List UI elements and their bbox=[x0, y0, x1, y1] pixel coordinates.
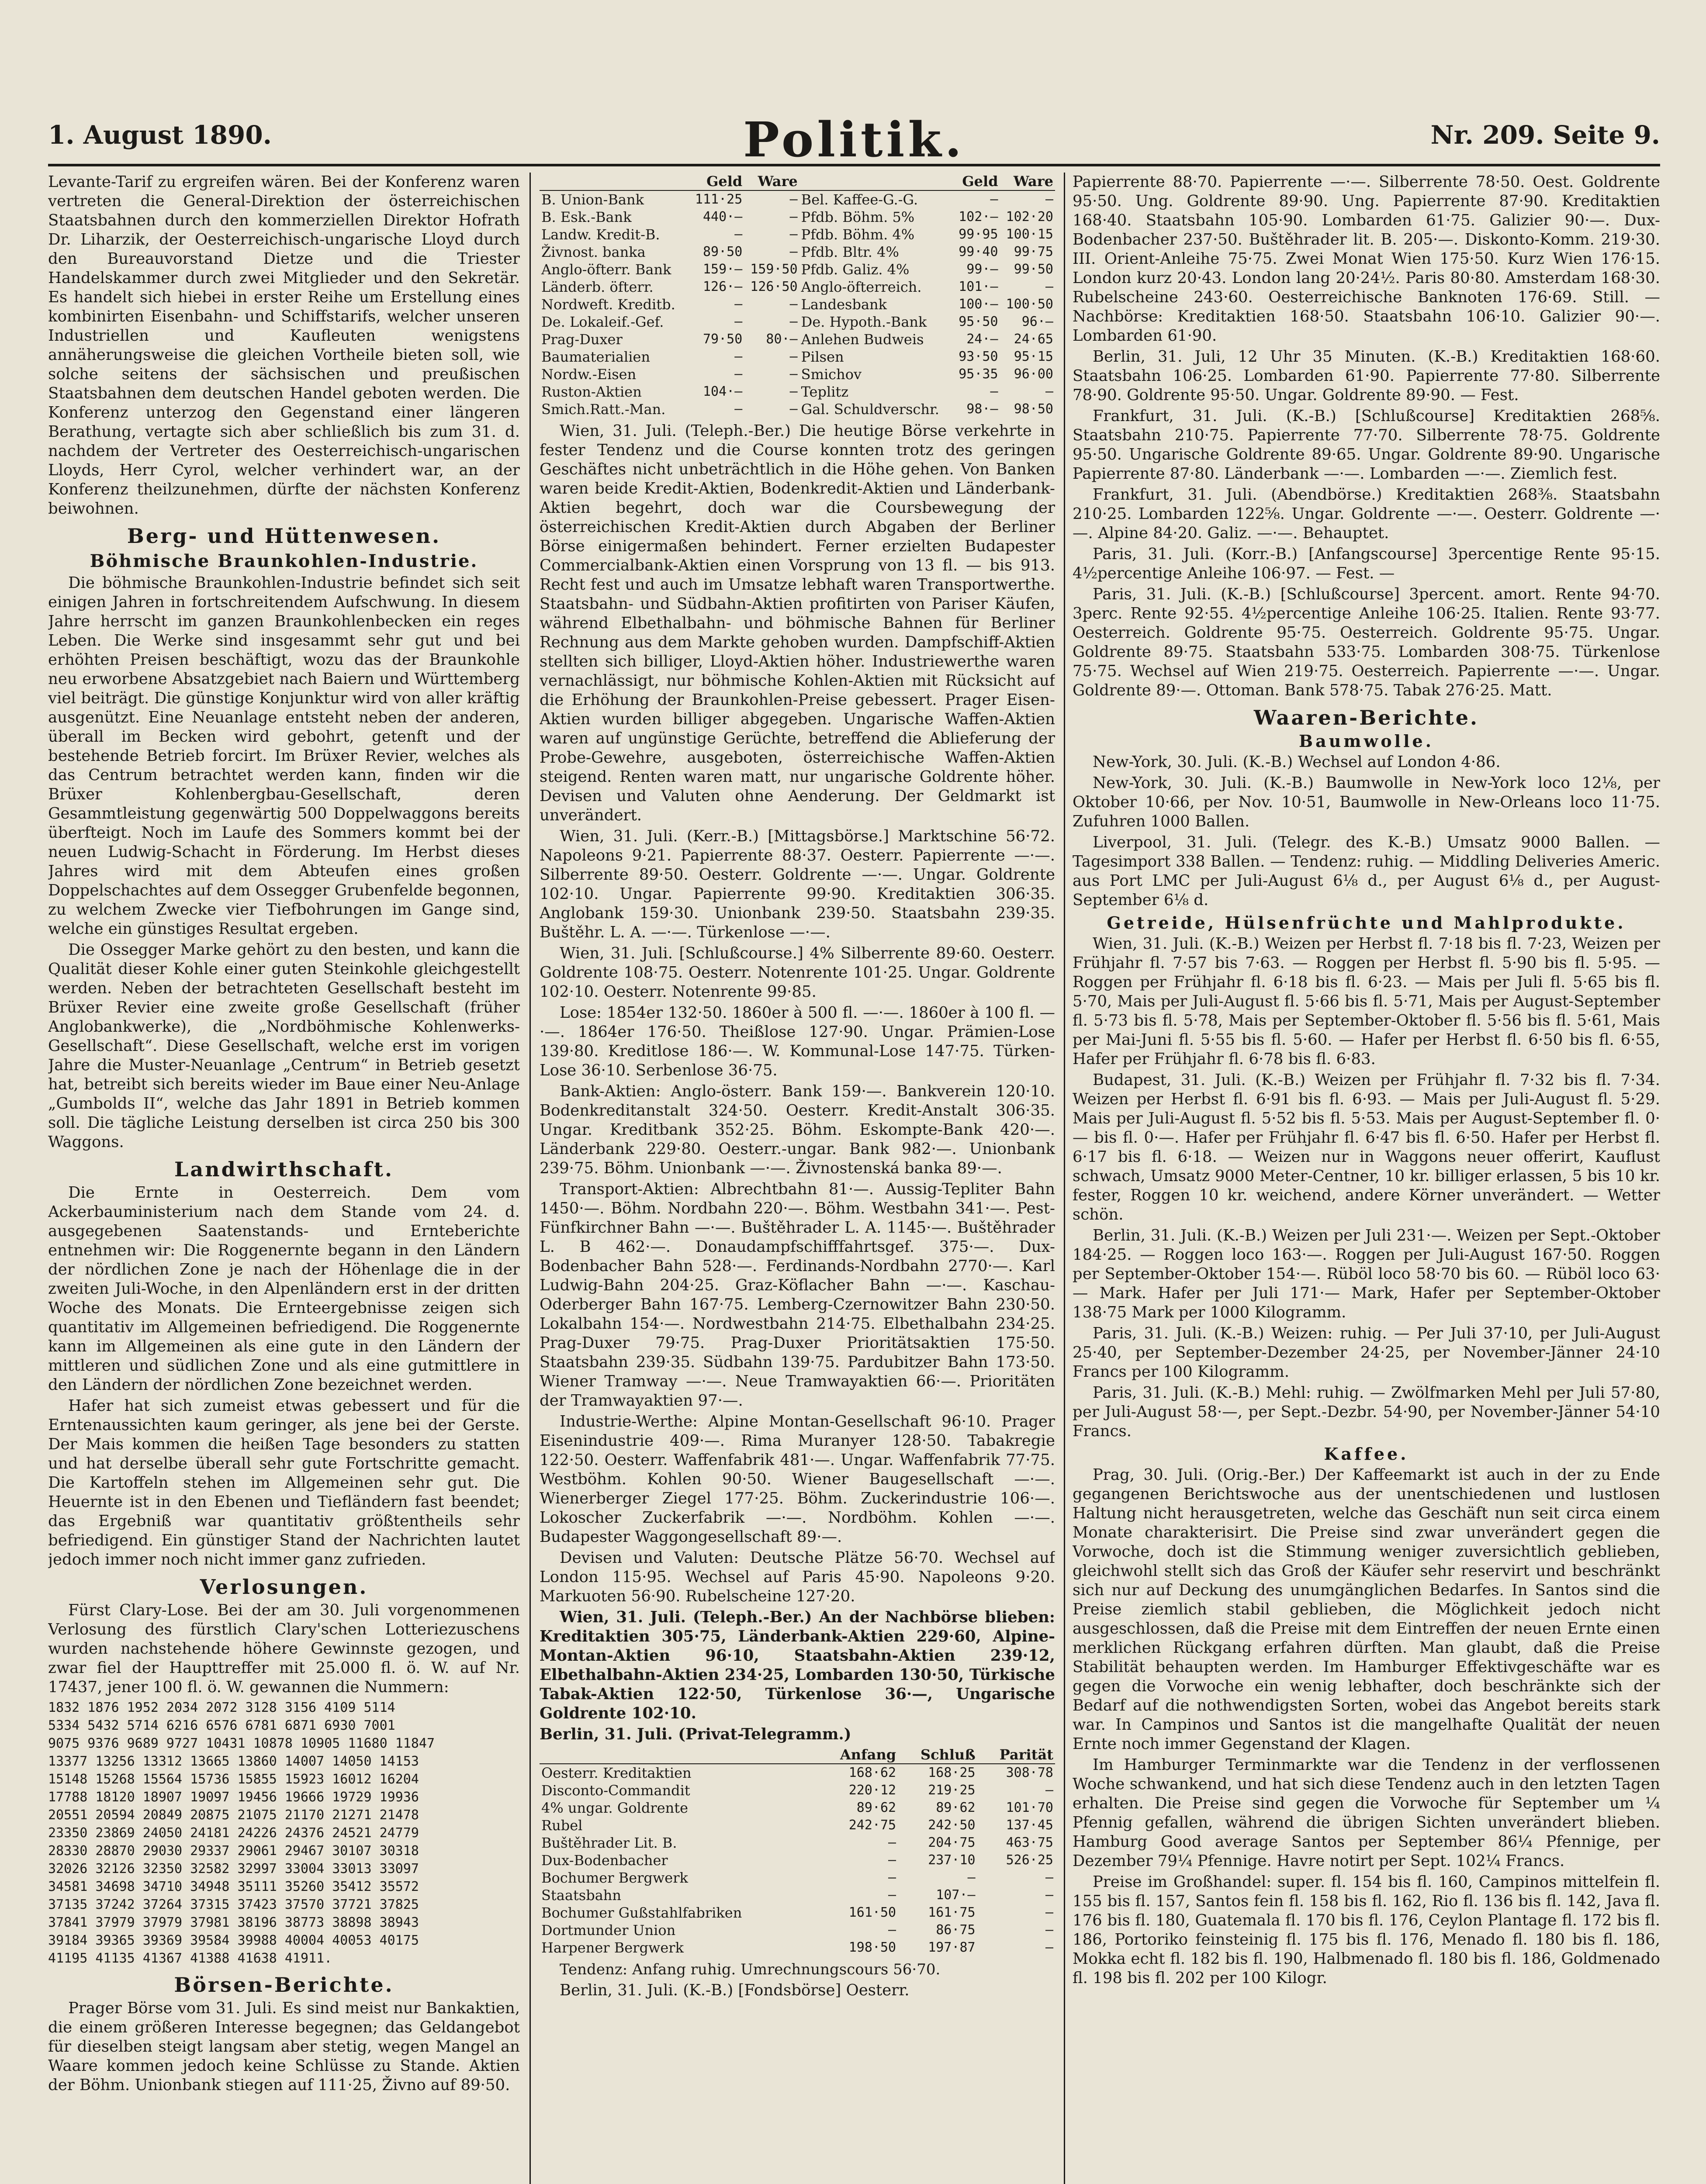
table-row bbox=[540, 190, 1055, 208]
column-rule bbox=[1064, 173, 1065, 2184]
quote-value: 161·75 bbox=[928, 1905, 976, 1920]
quote-value: — bbox=[789, 227, 798, 242]
table-header-cell: Schluß bbox=[898, 1746, 977, 1764]
security-name: De. Hypoth.-Bank bbox=[801, 314, 927, 330]
security-name: Rubel bbox=[541, 1817, 583, 1834]
article-text: New-York, 30. Juli. (K.-B.) Baumwolle in New-York loco 12⅛, per Oktober 10·66, per Nov. 10·51, Baumwolle in New-Orleans loco 11·75. Zufuhren 1000 Ballen. bbox=[1073, 774, 1660, 830]
table-header-cell: Ware bbox=[1000, 173, 1055, 190]
quote-value: 95·15 bbox=[1014, 349, 1053, 364]
page-header bbox=[48, 111, 1660, 166]
quote-value: 242·50 bbox=[928, 1818, 976, 1833]
article-text: Hafer hat sich zumeist etwas gebessert und für die Erntenaussichten kaum geringer, als jene bei der Gerste. Der Mais kommen die heißen Tage besonders zu statten und hat derselbe überall sehr gute Fortschritte gemacht. Die Kartoffeln stehen im Allgemeinen sehr gut. Die Heuernte ist in den Ebenen und Tiefländern fast beendet; das Ergebniß war quantitativ größtentheils sehr befriedigend. Ein günstiger Stand der Nachrichten lautet jedoch immer noch nicht immer ganz zufrieden. bbox=[48, 1397, 520, 1569]
quote-value: 100·15 bbox=[1006, 227, 1053, 242]
quote-value: 219·25 bbox=[928, 1783, 976, 1798]
quote-value: 161·50 bbox=[848, 1905, 896, 1920]
quote-value: — bbox=[888, 1870, 896, 1885]
article-text: Transport-Aktien: Albrechtbahn 81·—. Aussig-Tepliter Bahn 1450·—. Böhm. Nordbahn 220·—. Böhm. Westbahn 341·—. Pest-Fünfkirchner Bahn —·—. Buštěhrader L. A. 1145·—. Buštěhrader L. B 462·—. Donaudampfschifffahrtsgef. 375·—. Dux-Bodenbacher Bahn 528·—. Ferdinands-Nordbahn 2770·—. Karl Ludwig-Bahn 204·25. Graz-Köflacher Bahn —·—. Kaschau-Oderberger Bahn 167·75. Lemberg-Czernowitzer Bahn 230·50. Lokalbahn 154·—. Nordwestbahn 214·75. Elbethalbahn 234·25. Prag-Duxer 79·75. Prag-Duxer Prioritätsaktien 175·50. Staatsbahn 239·35. Südbahn 139·75. Pardubitzer Bahn 173·50. Wiener Tramway —·—. Neue Tramwayaktien 66·—. Prioritäten der Tramwayaktien 97·—. bbox=[540, 1180, 1055, 1410]
security-name: Baumaterialien bbox=[541, 349, 651, 365]
quote-value: 126·— bbox=[702, 279, 743, 294]
quote-value: — bbox=[888, 1835, 896, 1850]
prague-quotes-table bbox=[540, 173, 1055, 418]
quote-value: — bbox=[789, 384, 798, 399]
section-heading: Börsen-Berichte. bbox=[174, 1973, 394, 1997]
article-text: Wien, 31. Juli. [Schlußcourse.] 4% Silberrente 89·60. Oesterr. Goldrente 108·75. Oesterr. Notenrente 101·25. Ungar. Goldrente 102·10. Oesterr. Notenrente 99·85. bbox=[540, 944, 1055, 1001]
article-text: Industrie-Werthe: Alpine Montan-Gesellschaft 96·10. Prager Eisenindustrie 409·—. Rima Muranyer 128·50. Tabakregie 122·50. Oesterr. Waffenfabrik 481·—. Ungar. Waffenfabrik 77·75. Westböhm. Kohlen 90·50. Wiener Baugesellschaft —·—. Wienerberger Ziegel 177·25. Böhm. Zuckerindustrie 106·—. Lokoscher Zuckerfabrik —·—. Nordböhm. Kohlen —·—. Budapester Waggongesellschaft 89·—. bbox=[540, 1413, 1055, 1546]
number-row: 15148 15268 15564 15736 15855 15923 16012 16204 bbox=[48, 1772, 419, 1787]
article-text: Wien, 31. Juli. (Teleph.-Ber.) An der Nachbörse blieben: Kreditaktien 305·75, Länderbank-Aktien 229·60, Alpine-Montan-Aktien 96·10, Staatsbahn-Aktien 239·12, Elbethalbahn-Aktien 234·25, Lombarden 130·50, Türkische Tabak-Aktien 122·50, Türkenlose 36·—, Ungarische Goldrente 102·10. bbox=[540, 1608, 1055, 1722]
table-row bbox=[540, 383, 1055, 401]
security-name: Bochumer Bergwerk bbox=[541, 1870, 688, 1886]
quote-value: 220·12 bbox=[848, 1783, 896, 1798]
article-text: Wien, 31. Juli. (K.-B.) Weizen per Herbst fl. 7·18 bis fl. 7·23, Weizen per Frühjahr fl. 7·57 bis 7·63. — Roggen per Herbst fl. 5·90 bis fl. 5·95. — Roggen per Frühjahr fl. 6·18 bis fl. 6·23. — Mais per Juli fl. 5·65 bis fl. 5·70, Mais per Juli-August fl. 5·66 bis fl. 5·71, Mais per August-September fl. 5·73 bis fl. 5·78, Mais per September-Oktober fl. 5·56 bis fl. 5·61, Mais per Mai-Juni fl. 5·55 bis fl. 5·60. — Hafer per Herbst fl. 6·50 bis fl. 6·55, Hafer per Frühjahr fl. 6·78 bis fl. 6·83. bbox=[1073, 935, 1660, 1068]
article-text: Fürst Clary-Lose. Bei der am 30. Juli vorgenommenen Verlosung des fürstlich Clary'schen Lotteriezuschens wurden nachstehende höhere Gewinnste gezogen, und zwar fiel der Haupttreffer mit 25.000 fl. ö. W. auf Nr. 17437, jener 100 fl. ö. W. gewannen die Nummern: bbox=[48, 1601, 520, 1696]
quote-value: 95·50 bbox=[959, 314, 998, 329]
quote-value: — bbox=[789, 366, 798, 382]
quote-value: 197·87 bbox=[928, 1940, 976, 1955]
quote-value: 111·25 bbox=[695, 192, 743, 207]
quote-value: 440·— bbox=[702, 209, 743, 225]
table-header-cell: Ware bbox=[744, 173, 799, 190]
article-text: Bank-Aktien: Anglo-österr. Bank 159·—. Bankverein 120·10. Bodenkreditanstalt 324·50. Oesterr. Kredit-Anstalt 306·35. Ungar. Kreditbank 352·25. Böhm. Eskompte-Bank 420·—. Länderbank 229·80. Oesterr.-ungar. Bank 982·—. Unionbank 239·75. Böhm. Unionbank —·—. Živnostenská banka 89·—. bbox=[540, 1082, 1055, 1177]
quote-value: 237·10 bbox=[928, 1852, 976, 1868]
subsection-heading: Berlin, 31. Juli. (Privat-Telegramm.) bbox=[540, 1725, 851, 1743]
quote-value: — bbox=[789, 192, 798, 207]
quote-value: 126·50 bbox=[750, 279, 798, 294]
quote-value: — bbox=[789, 244, 798, 259]
quote-value: 526·25 bbox=[1006, 1852, 1053, 1868]
table-header-cell: Geld bbox=[953, 173, 1000, 190]
quote-value: — bbox=[1045, 1922, 1053, 1938]
article-text: Preise im Großhandel: super. fl. 154 bis fl. 160, Campinos mittelfein fl. 155 bis fl. 157, Santos fein fl. 158 bis fl. 162, Rio fl. 136 bis fl. 142, Java fl. 176 bis fl. 180, Guatemala fl. 170 bis fl. 176, Ceylon Plantage fl. 172 bis fl. 186, Portoriko feinsteinig fl. 175 bis fl. 176, Menado fl. 180 bis fl. 186, Mokka echt fl. 182 bis fl. 190, Halbmenado fl. 180 bis fl. 186, Goldmenado fl. 198 bis fl. 202 per 100 Kilogr. bbox=[1073, 1873, 1660, 1987]
subsection-heading: Getreide, Hülsenfrüchte und Mahlprodukte. bbox=[1107, 913, 1626, 933]
quote-value: — bbox=[734, 297, 743, 312]
quote-value: 100·50 bbox=[1006, 297, 1053, 312]
quote-value: 168·25 bbox=[928, 1765, 976, 1780]
quote-value: — bbox=[734, 401, 743, 417]
article-text: Liverpool, 31. Juli. (Telegr. des K.-B.) Umsatz 9000 Ballen. — Tagesimport 338 Ballen. — Tendenz: ruhig. — Middling Deliveries Americ. aus Port LMC per Juli-August 6⅛ d., per August 6⅛ d., per August-September 6⅛ d. bbox=[1073, 833, 1660, 909]
quote-value: 86·75 bbox=[936, 1922, 976, 1938]
subsection-heading: Böhmische Braunkohlen-Industrie. bbox=[90, 551, 478, 571]
quote-value: 99·— bbox=[966, 262, 998, 277]
section-heading: Waaren-Berichte. bbox=[1253, 706, 1479, 729]
quote-value: 308·78 bbox=[1006, 1765, 1053, 1780]
quote-value: 242·75 bbox=[848, 1818, 896, 1833]
security-name: Ruston-Aktien bbox=[541, 384, 642, 400]
table-row bbox=[540, 1887, 1055, 1904]
security-name: Pilsen bbox=[801, 349, 844, 365]
security-name: Harpener Bergwerk bbox=[541, 1939, 684, 1956]
quote-value: 137·45 bbox=[1006, 1818, 1053, 1833]
quote-value: — bbox=[1045, 1905, 1053, 1920]
quote-value: — bbox=[888, 1852, 896, 1868]
quote-value: 204·75 bbox=[928, 1835, 976, 1850]
security-name: Staatsbahn bbox=[541, 1887, 621, 1904]
quote-value: 93·50 bbox=[959, 349, 998, 364]
table-row bbox=[540, 1817, 1055, 1834]
article-text: Devisen und Valuten: Deutsche Plätze 56·70. Wechsel auf London 115·95. Wechsel auf Paris 45·90. Napoleons 9·20. Markuoten 56·90. Rubelscheine 127·20. bbox=[540, 1549, 1055, 1605]
quote-value: 80·— bbox=[766, 332, 798, 347]
article-text: Berlin, 31. Juli. (K.-B.) [Fondsbörse] Oesterr. bbox=[560, 1981, 910, 1999]
security-name: Länderb. öfterr. bbox=[541, 279, 654, 295]
security-name: Landw. Kredit-B. bbox=[541, 226, 660, 243]
security-name: Smichov bbox=[801, 366, 862, 383]
security-name: Živnost. banka bbox=[541, 244, 646, 260]
table-row bbox=[540, 1764, 1055, 1782]
quote-value: 24·65 bbox=[1014, 332, 1053, 347]
table-row bbox=[540, 1834, 1055, 1852]
quote-value: — bbox=[789, 401, 798, 417]
security-name: Bel. Kaffee-G.-G. bbox=[801, 191, 918, 208]
table-header-cell bbox=[540, 1746, 817, 1764]
quote-value: — bbox=[734, 349, 743, 364]
quote-value: 89·50 bbox=[702, 244, 743, 259]
table-row bbox=[540, 1904, 1055, 1921]
quote-value: 99·50 bbox=[1014, 262, 1053, 277]
security-name: Bochumer Gußstahlfabriken bbox=[541, 1904, 742, 1921]
quote-value: 104·— bbox=[702, 384, 743, 399]
berlin-quotes-table bbox=[540, 1746, 1055, 1956]
quote-value: 96·00 bbox=[1014, 366, 1053, 382]
article-text: Wien, 31. Juli. (Teleph.-Ber.) Die heutige Börse verkehrte in fester Tendenz und die Course konnten trotz des geringen Geschäftes nicht unbeträchtlich in die Höhe gehen. Von Banken waren beide Kredit-Aktien, Bodenkredit-Aktien und Länderbank-Aktien begehrt, doch war die Coursbewegung der österreichischen Kredit-Aktien durch Abgaben der Berliner Börse einigermaßen behindert. Ferner erzielten Budapester Commercialbank-Aktien einen Vorsprung von 13 fl. — bis 913. Recht fest und auch im Umsatze lebhaft waren Transportwerthe. Staatsbahn- und Südbahn-Aktien profitirten von Pariser Käufen, während Elbethalbahn- und böhmische Bahnen für Berliner Rechnung aus dem Markte gehoben wurden. Dampfschiff-Aktien stellten sich billiger, Lloyd-Aktien höher. Industriewerthe waren vernachlässigt, nur böhmische Kohlen-Aktien mit Rücksicht auf die Erhöhung der Braunkohlen-Preise gebessert. Prager Eisen-Aktien wurden billiger abgegeben. Ungarische Waffen-Aktien waren auf ungünstige Gerüchte, betreffend die Ablieferung der Probe-Gewehre, ausgeboten, österreichische Waffen-Aktien steigend. Renten waren matt, nur ungarische Goldrente höher. Devisen und Valuten ohne Aenderung. Der Geldmarkt ist unverändert. bbox=[540, 422, 1055, 824]
article-text: Im Hamburger Terminmarkte war die Tendenz in der verflossenen Woche schwankend, und hat sich diese Tendenz auch in den letzten Tagen erhalten. Die Preise sind gegen die Vorwoche für September um ¼ Pfennig gefallen, während die übrigen Sichten unverändert blieben. Hamburg Good average Santos per September 86¼ Pfennige, per Dezember 79¼ Pfennige. Havre notirt per Sept. 102¼ Francs. bbox=[1073, 1756, 1660, 1870]
table-row bbox=[540, 331, 1055, 348]
article-text: Die Ernte in Oesterreich. Dem vom Ackerbauministerium nach dem Stande vom 24. d. ausgegebenen Saatenstands- und Ernteberichte entnehmen wir: Die Roggenernte begann in den Ländern der nördlichen Zone je nach der Höhenlage die in der zweiten Juli-Woche, in den Alpenländern erst in der dritten Woche des Monats. Die Ernteergebnisse zeigen sich quantitativ im Allgemeinen befriedigend. Die Roggenernte kann im Allgemeinen als eine gute in den Ländern der mittleren und südlichen Zone und als eine gutmittlere in den Ländern der nördlichen Zone bezeichnet werden. bbox=[48, 1184, 520, 1394]
security-name: Prag-Duxer bbox=[541, 331, 623, 348]
article-text: Budapest, 31. Juli. (K.-B.) Weizen per Frühjahr fl. 7·32 bis fl. 7·34. Weizen per Herbst fl. 6·91 bis fl. 6·93. — Mais per Juli-August fl. 5·29. Mais per Juli-August fl. 5·52 bis fl. 5·53. Mais per August-September fl. 0·— bis fl. 0·—. Hafer per Frühjahr fl. 6·47 bis fl. 6·50. Hafer per Herbst fl. 6·17 bis fl. 6·18. — Weizen nur in Waggons neuer offerirt, Kauflust schwach, Umsatz 9000 Meter-Centner, 10 kr. billiger erlassen, 5 bis 10 kr. fester, Roggen 10 kr. weichend, andere Körner unverändert. — Wetter schön. bbox=[1073, 1071, 1660, 1223]
quote-value: 100·— bbox=[959, 297, 998, 312]
security-name: Anglo-öfterr. Bank bbox=[541, 261, 671, 278]
article-text: Frankfurt, 31. Juli. (K.-B.) [Schlußcourse] Kreditaktien 268⅝. Staatsbahn 210·75. Papierrente 77·70. Silberrente 78·75. Goldrente 95·50. Ungarische Goldrente 89·65. Ungar. Goldrente 89·90. Ungarische Papierrente 87·80. Länderbank —·—. Lombarden —·—. Ziemlich fest. bbox=[1073, 407, 1660, 483]
article-text: Paris, 31. Juli. (K.-B.) Weizen: ruhig. — Per Juli 37·10, per Juli-August 25·40, per September-Dezember 24·25, per November-Jänner 24·10 Francs per 100 Kilogramm. bbox=[1073, 1324, 1660, 1381]
quote-value: 99·95 bbox=[959, 227, 998, 242]
quote-value: 96·— bbox=[1021, 314, 1053, 329]
article-text: New-York, 30. Juli. (K.-B.) Wechsel auf London 4·86. bbox=[1093, 753, 1501, 771]
article-text: Levante-Tarif zu ergreifen wären. Bei der Konferenz waren vertreten die General-Direktion der österreichischen Staatsbahnen durch den kommerziellen Direktor Hofrath Dr. Liharzik, der Oesterreichisch-ungarische Lloyd durch den Bureauvorstand Dietze und die Triester Handelskammer durch zwei Mitglieder und den Sekretär. Es handelt sich hiebei in erster Reihe um Erstellung eines kombinirten Eisenbahn- und Schiffstarifs, welcher unseren Industriellen und Kaufleuten wenigstens annäherungsweise die gleichen Vortheile bieten soll, wie solche seitens der sächsischen und preußischen Staatsbahnen dem deutschen Handel geboten werden. Die Konferenz unterzog den Gegenstand einer längeren Berathung, vertagte sich aber schließlich bis zum 31. d. nachdem der Vertreter des Oesterreichisch-ungarischen Lloyds, Herr Cyrol, welcher verhindert war, an der Konferenz theilzunehmen, dürfte der nächsten Konferenz beiwohnen. bbox=[48, 173, 520, 518]
quote-value: — bbox=[789, 349, 798, 364]
security-name: Anlehen Budweis bbox=[801, 331, 924, 348]
article-text: Lose: 1854er 132·50. 1860er à 500 fl. —·—. 1860er à 100 fl. —·—. 1864er 176·50. Theißlose 127·90. Ungar. Prämien-Lose 139·80. Kreditlose 186·—. W. Kommunal-Lose 147·75. Türken-Lose 36·10. Serbenlose 36·75. bbox=[540, 1004, 1055, 1079]
table-header-cell bbox=[540, 173, 689, 190]
quote-value: — bbox=[1045, 1887, 1053, 1903]
number-row: 34581 34698 34710 34948 35111 35260 35412 35572 bbox=[48, 1879, 419, 1894]
table-row bbox=[540, 313, 1055, 331]
number-row: 37135 37242 37264 37315 37423 37570 37721 37825 bbox=[48, 1897, 419, 1912]
article-text: Prager Börse vom 31. Juli. Es sind meist nur Bankaktien, die einem größeren Interesse begegnen; das Geldangebot für dieselben steigt langsam aber stetig, wegen Mangel an Waare kommen jedoch keine Schlüsse zu Stande. Aktien der Böhm. Unionbank stiegen auf 111·25, Živno auf 89·50. bbox=[48, 1999, 520, 2094]
quote-value: — bbox=[1045, 1870, 1053, 1885]
table-row bbox=[540, 226, 1055, 243]
table-row bbox=[540, 278, 1055, 296]
column-2 bbox=[540, 173, 1055, 2184]
number-row: 1832 1876 1952 2034 2072 3128 3156 4109 5114 bbox=[48, 1700, 395, 1715]
column-rule bbox=[529, 173, 531, 2184]
security-name: Pfdb. Bltr. 4% bbox=[801, 244, 899, 260]
table-header-cell: Parität bbox=[977, 1746, 1055, 1764]
quote-value: 79·50 bbox=[702, 332, 743, 347]
security-name: Landesbank bbox=[801, 296, 887, 313]
section-title: Politik. bbox=[743, 111, 965, 168]
table-row bbox=[540, 348, 1055, 366]
article-text: Prag, 30. Juli. (Orig.-Ber.) Der Kaffeemarkt ist auch in der zu Ende gegangenen Berichtswoche aus der unentschiedenen und lustlosen Haltung nicht herausgetreten, welche das Geschäft nun seit circa einem Monate charakterisirt. Die Preise sind zwar unverändert gegen die Vorwoche, doch ist die Stimmung weniger zuversichtlich geblieben, gleichwohl stellt sich das Groß der Käufer sehr reservirt und beschränkt sich nur auf Deckung des unumgänglichen Bedarfes. In Santos sind die Preise ziemlich stabil geblieben, die Möglichkeit jedoch nicht ausgeschlossen, daß die Preise mit dem Eintreffen der neuen Ernte einen merklichen Rückgang erfahren dürften. Man glaubt, daß die Preise Stabilität behaupten werden. Im Hamburger Effektivgeschäfte war es gegen die Vorwoche ein wenig lebhafter, doch beschränkte sich der Bedarf auf die nothwendigsten Sorten, wobei das Angebot bereits stark war. In Campinos und Santos ist die mangelhafte Qualität der neuen Ernte noch immer Gegenstand der Klagen. bbox=[1073, 1466, 1660, 1753]
quote-value: — bbox=[734, 314, 743, 329]
table-row bbox=[540, 1799, 1055, 1817]
quote-value: 107·— bbox=[936, 1887, 976, 1903]
article-text: Frankfurt, 31. Juli. (Abendbörse.) Kreditaktien 268⅜. Staatsbahn 210·25. Lombarden 122⅝. Ungar. Goldrente —·—. Oesterr. Goldrente —·—. Alpine 84·20. Galiz. —·—. Behauptet. bbox=[1073, 486, 1660, 542]
quote-value: — bbox=[888, 1887, 896, 1903]
security-name: B. Esk.-Bank bbox=[541, 209, 632, 225]
column-3 bbox=[1073, 173, 1660, 2184]
number-row: 37841 37979 37979 37981 38196 38773 38898 38943 bbox=[48, 1915, 419, 1930]
table-row bbox=[540, 1939, 1055, 1956]
security-name: Nordweft. Kreditb. bbox=[541, 296, 675, 313]
security-name: Nordw.-Eisen bbox=[541, 366, 637, 383]
security-name: De. Lokaleif.-Gef. bbox=[541, 314, 664, 330]
security-name: Pfdb. Galiz. 4% bbox=[801, 261, 910, 278]
security-name: 4% ungar. Goldrente bbox=[541, 1800, 689, 1816]
security-name: Disconto-Commandit bbox=[541, 1782, 690, 1799]
number-row: 23350 23869 24050 24181 24226 24376 24521 24779 bbox=[48, 1825, 419, 1841]
table-row bbox=[540, 296, 1055, 313]
quote-value: — bbox=[1045, 1940, 1053, 1955]
number-row: 28330 28870 29030 29337 29061 29467 30107 30318 bbox=[48, 1843, 419, 1859]
quote-value: 89·62 bbox=[856, 1800, 896, 1815]
number-row: 9075 9376 9689 9727 10431 10878 10905 11680 11847 bbox=[48, 1736, 435, 1751]
quote-value: 102·20 bbox=[1006, 209, 1053, 225]
quote-value: 98·— bbox=[966, 401, 998, 417]
quote-value: 101·— bbox=[959, 279, 998, 294]
quote-value: 102·— bbox=[959, 209, 998, 225]
quote-value: 101·70 bbox=[1006, 1800, 1053, 1815]
quote-value: 99·40 bbox=[959, 244, 998, 259]
issue-date: 1. August 1890. bbox=[48, 120, 272, 150]
quote-value: 198·50 bbox=[848, 1940, 896, 1955]
number-row: 39184 39365 39369 39584 39988 40004 40053 40175 bbox=[48, 1933, 419, 1948]
number-row: 13377 13256 13312 13665 13860 14007 14050 14153 bbox=[48, 1754, 419, 1769]
quote-value: 89·62 bbox=[936, 1800, 976, 1815]
article-text: Berlin, 31. Juli, 12 Uhr 35 Minuten. (K.-B.) Kreditaktien 168·60. Staatsbahn 106·25. Lombarden 61·90. Papierrente 77·80. Silberrente 78·90. Goldrente 95·50. Ungar. Goldrente 89·90. — Fest. bbox=[1073, 348, 1660, 404]
table-row bbox=[540, 261, 1055, 278]
quote-value: — bbox=[789, 209, 798, 225]
quote-value: 159·— bbox=[702, 262, 743, 277]
security-name: Pfdb. Böhm. 4% bbox=[801, 226, 915, 243]
article-text: Die böhmische Braunkohlen-Industrie befindet sich seit einigen Jahren in fortschreitendem Aufschwung. In diesem Jahre herrscht im ganzen Braunkohlenbecken ein reges Leben. Die Werke sind insgesammt sehr gut und bei erhöhten Preisen beschäftigt, wozu das der Braunkohle neu erworbene Absatzgebiet nach Baiern und Württemberg viel beiträgt. Die günstige Konjunktur wird von aller kräftig ausgenützt. Eine Neuanlage entsteht neben der anderen, überall im Becken wird gebohrt, getenft und der bestehende Betrieb forcirt. Im Brüxer Revier, welches als das Centrum betrachtet werden kann, finden wir die Brüxer Kohlenbergbau-Gesellschaft, deren Gesammtleistung gegenwärtig 500 Doppelwaggons bereits überfteigt. Noch im Laufe des Sommers kommt bei der neuen Ludwig-Schacht in Förderung. Im Herbst dieses Jahres wird mit dem Abteufen eines großen Doppelschachtes auf dem Ossegger Grubenfelde begonnen, zu welchem Zwecke vier Tiefbohrungen im Gange sind, welche ein günstiges Resultat ergeben. bbox=[48, 574, 520, 938]
table-row bbox=[540, 1782, 1055, 1799]
table-header-cell bbox=[799, 173, 953, 190]
article-text: Wien, 31. Juli. (Kerr.-B.) [Mittagsbörse.] Marktschine 56·72. Napoleons 9·21. Papierrente 88·37. Oesterr. Papierrente —·—. Silberrente 89·50. Oesterr. Goldrente —·—. Ungar. Goldrente 102·10. Ungar. Papierrente 99·90. Kreditaktien 306·35. Anglobank 159·30. Unionbank 239·50. Staatsbahn 239·35. Buštěhr. L. A. —·—. Türkenlose —·—. bbox=[540, 827, 1055, 941]
quote-value: 24·— bbox=[966, 332, 998, 347]
quote-value: — bbox=[888, 1922, 896, 1938]
column-1 bbox=[48, 173, 520, 2184]
security-name: Oesterr. Kreditaktien bbox=[541, 1765, 692, 1781]
quote-value: 159·50 bbox=[750, 262, 798, 277]
table-row bbox=[540, 243, 1055, 261]
quote-value: — bbox=[1045, 1783, 1053, 1798]
table-row bbox=[540, 401, 1055, 418]
number-row: 32026 32126 32350 32582 32997 33004 33013 33097 bbox=[48, 1861, 419, 1876]
subsection-heading: Kaffee. bbox=[1324, 1444, 1409, 1464]
number-row: 5334 5432 5714 6216 6576 6781 6871 6930 7001 bbox=[48, 1718, 395, 1733]
quote-value: — bbox=[990, 192, 998, 207]
table-header-cell: Anfang bbox=[817, 1746, 898, 1764]
quote-value: 463·75 bbox=[1006, 1835, 1053, 1850]
security-name: Dortmunder Union bbox=[541, 1922, 676, 1939]
table-header-cell: Geld bbox=[689, 173, 744, 190]
security-name: Buštěhrader Lit. B. bbox=[541, 1835, 677, 1851]
security-name: Pfdb. Böhm. 5% bbox=[801, 209, 915, 225]
quote-value: 99·75 bbox=[1014, 244, 1053, 259]
table-row bbox=[540, 1852, 1055, 1869]
security-name: Gal. Schuldverschr. bbox=[801, 401, 939, 418]
quote-value: — bbox=[789, 297, 798, 312]
article-text: Tendenz: Anfang ruhig. Umrechnungscours 56·70. bbox=[560, 1961, 941, 1978]
quote-value: 98·50 bbox=[1014, 401, 1053, 417]
security-name: Dux-Bodenbacher bbox=[541, 1852, 668, 1869]
quote-value: — bbox=[990, 384, 998, 399]
quote-value: — bbox=[734, 366, 743, 382]
article-text: Papierrente 88·70. Papierrente —·—. Silberrente 78·50. Oest. Goldrente 95·50. Ung. Goldrente 89·90. Ung. Papierrente 87·90. Kreditaktien 168·40. Staatsbahn 105·90. Lombarden 61·75. Galizier 90·—. Dux-Bodenbacher 237·50. Buštěhrader lit. B. 205·—. Diskonto-Komm. 219·30. III. Orient-Anleihe 75·75. Zwei Monat Wien 175·50. Kurz Wien 176·15. London kurz 20·43. London lang 20·24½. Paris 80·80. Amsterdam 168·30. Rubelscheine 243·60. Oesterreichische Banknoten 176·69. Still. — Nachbörse: Kreditaktien 168·50. Staatsbahn 106·10. Galizier 90·—. Lombarden 61·90. bbox=[1073, 173, 1660, 345]
security-name: B. Union-Bank bbox=[541, 191, 644, 208]
article-text: Berlin, 31. Juli. (K.-B.) Weizen per Juli 231·—. Weizen per Sept.-Oktober 184·25. — Roggen loco 163·—. Roggen per Juli-August 167·50. Roggen per September-Oktober 154·—. Rüböl loco 58·70 bis 60. — Rüböl loco 63·— Mark. Hafer per Juli 171·— Mark, Hafer per September-Oktober 138·75 Mark per 1000 Kilogramm. bbox=[1073, 1227, 1660, 1321]
subsection-heading: Baumwolle. bbox=[1299, 731, 1434, 751]
number-row: 20551 20594 20849 20875 21075 21170 21271 21478 bbox=[48, 1807, 419, 1823]
number-row: 17788 18120 18907 19097 19456 19666 19729 19936 bbox=[48, 1790, 419, 1805]
article-text: Paris, 31. Juli. (Korr.-B.) [Anfangscourse] 3percentige Rente 95·15. 4½percentige Anleihe 106·97. — Fest. — bbox=[1073, 545, 1660, 582]
article-text: Paris, 31. Juli. (K.-B.) Mehl: ruhig. — Zwölfmarken Mehl per Juli 57·80, per Juli-August 58·—, per Sept.-Dezbr. 54·90, per November-Jänner 54·10 Francs. bbox=[1073, 1384, 1660, 1440]
quote-value: — bbox=[1045, 384, 1053, 399]
section-heading: Landwirthschaft. bbox=[174, 1158, 394, 1181]
quote-value: — bbox=[789, 314, 798, 329]
lottery-numbers bbox=[48, 1699, 520, 1967]
article-text: Die Ossegger Marke gehört zu den besten, und kann die Qualität dieser Kohle einer guten Steinkohle gleichgestellt werden. Neben der betrachteten Gesellschaft besteht im Brüxer Revier eine zweite große Gesellschaft (früher Anglobankwerke), die „Nordböhmische Kohlenwerks-Gesellschaft“. Diese Gesellschaft, welche erst im vorigen Jahre die Muster-Neuanlage „Centrum“ in Betrieb gesetzt hat, betreibt sich bereits wieder im Baue einer Neu-Anlage „Gumbolds II“, welche das Jahr 1891 in Betrieb kommen soll. Die tägliche Leistung derselben ist circa 250 bis 300 Waggons. bbox=[48, 941, 520, 1151]
quote-value: 95·35 bbox=[959, 366, 998, 382]
section-heading: Verlosungen. bbox=[200, 1575, 368, 1599]
number-row: 41195 41135 41367 41388 41638 41911. bbox=[48, 1951, 332, 1966]
table-row bbox=[540, 1921, 1055, 1939]
quote-value: 168·62 bbox=[848, 1765, 896, 1780]
table-row bbox=[540, 208, 1055, 226]
table-row bbox=[540, 366, 1055, 383]
quote-value: — bbox=[1045, 279, 1053, 294]
security-name: Anglo-öfterreich. bbox=[801, 279, 922, 295]
issue-number-page: Nr. 209. Seite 9. bbox=[1430, 120, 1660, 150]
security-name: Teplitz bbox=[801, 384, 849, 400]
article-text: Paris, 31. Juli. (K.-B.) [Schlußcourse] 3percent. amort. Rente 94·70. 3perc. Rente 92·55. 4½percentige Anleihe 106·25. Italien. Rente 93·77. Oesterreich. Goldrente 95·75. Oesterreich. Goldrente 95·75. Ungar. Goldrente 89·75. Staatsbahn 533·75. Lombarden 308·75. Türkenlose 75·75. Wechsel auf Wien 219·75. Oesterreich. Papierrente —·—. Ungar. Goldrente 89·—. Ottoman. Bank 578·75. Tabak 276·25. Matt. bbox=[1073, 585, 1660, 699]
quote-value: — bbox=[967, 1870, 976, 1885]
table-row bbox=[540, 1869, 1055, 1887]
quote-value: — bbox=[1045, 192, 1053, 207]
security-name: Smich.Ratt.-Man. bbox=[541, 401, 666, 418]
section-heading: Berg- und Hüttenwesen. bbox=[127, 524, 441, 548]
quote-value: — bbox=[734, 227, 743, 242]
